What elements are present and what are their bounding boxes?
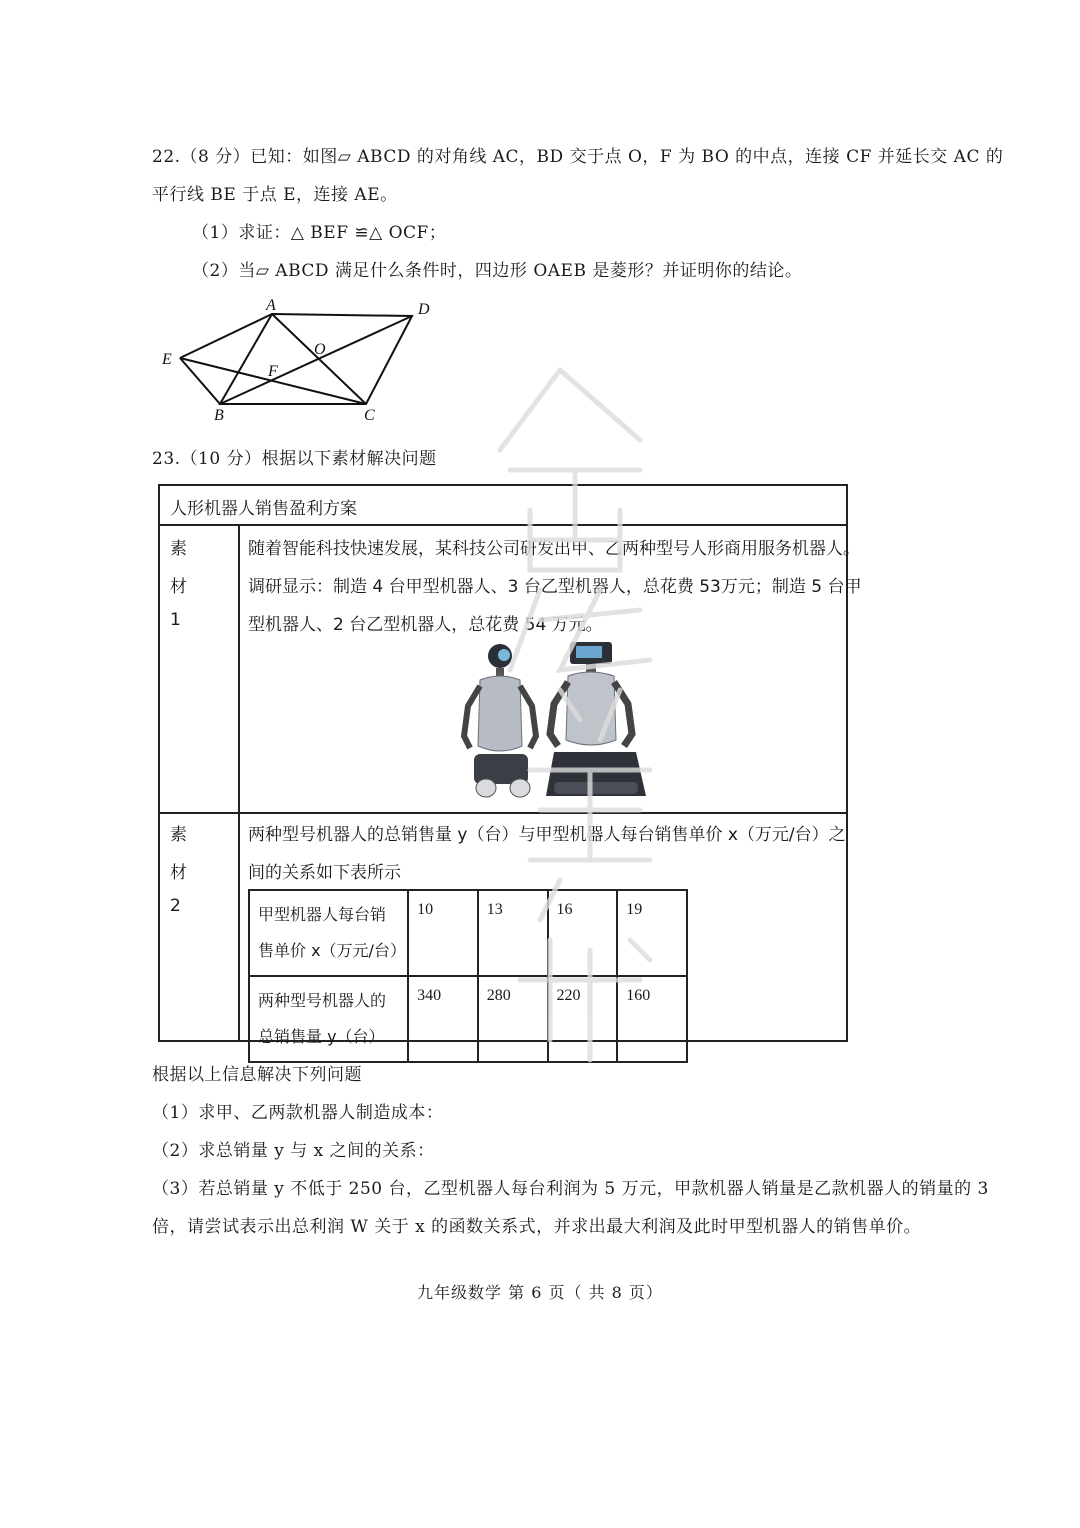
- price-volume-table: [248, 889, 688, 1063]
- material-1-row: [160, 526, 862, 814]
- material-2-row: [160, 814, 846, 1046]
- point-c-label: C: [364, 407, 375, 424]
- point-b-label: B: [214, 407, 224, 424]
- robot-right: [546, 642, 646, 796]
- q23-title: 23.（10 分）根据以下素材解决问题: [152, 449, 437, 469]
- q23-sub-3a: （3）若总销量 y 不低于 250 台，乙型机器人每台利润为 5 万元，甲款机器人销量是乙款机器人的销量的 3: [152, 1179, 989, 1199]
- material-1-label: 素 材 1: [160, 526, 240, 812]
- volume-row-header: 两种型号机器人的 总销售量 y（台）: [249, 976, 408, 1062]
- price-cell: 10: [408, 890, 478, 976]
- volume-cell: 280: [478, 976, 548, 1062]
- q22-line-2: 平行线 BE 于点 E，连接 AE。: [152, 185, 398, 205]
- point-d-label: D: [418, 301, 430, 318]
- material-1-line-3: 型机器人、2 台乙型机器人，总花费 54 万元。: [248, 615, 603, 635]
- price-row-header: 甲型机器人每台销 售单价 x（万元/台）: [249, 890, 408, 976]
- volume-cell: 160: [617, 976, 687, 1062]
- material-2-line-2: 间的关系如下表所示: [248, 863, 401, 883]
- q23-sub-1: （1）求甲、乙两款机器人制造成本：: [152, 1103, 444, 1123]
- q23-sub-2: （2）求总销量 y 与 x 之间的关系：: [152, 1141, 435, 1161]
- point-a-label: A: [266, 297, 276, 314]
- volume-cell: 340: [408, 976, 478, 1062]
- price-cell: 13: [478, 890, 548, 976]
- price-cell: 19: [617, 890, 687, 976]
- segment-eb: [180, 358, 220, 404]
- material-2-label: 素 材 2: [160, 814, 240, 1040]
- q23-after: 根据以上信息解决下列问题: [152, 1065, 362, 1085]
- robots-image: [450, 636, 650, 811]
- point-o-label: O: [314, 341, 326, 358]
- material-table: [158, 484, 862, 1046]
- volume-row: [249, 976, 687, 1062]
- q22-line-1: 22.（8 分）已知：如图▱ ABCD 的对角线 AC，BD 交于点 O，F 为 BO 的中点，连接 CF 并延长交 AC 的: [152, 147, 1004, 167]
- q22-part-2: （2）当▱ ABCD 满足什么条件时，四边形 OAEB 是菱形？并证明你的结论。: [192, 261, 803, 281]
- q23-sub-3b: 倍，请尝试表示出总利润 W 关于 x 的函数关系式，并求出最大利润及此时甲型机器人的销售单价。: [152, 1217, 922, 1237]
- material-table-title: 人形机器人销售盈利方案: [160, 486, 846, 526]
- q22-part-1: （1）求证：△ BEF ≌△ OCF；: [192, 223, 447, 243]
- parallelogram-figure: [160, 296, 440, 426]
- price-cell: 16: [548, 890, 618, 976]
- point-f-label: F: [268, 363, 278, 380]
- material-1-line-1: 随着智能科技快速发展，某科技公司研发出甲、乙两种型号人形商用服务机器人。: [248, 539, 860, 559]
- material-1-line-2: 调研显示：制造 4 台甲型机器人、3 台乙型机器人，总花费 53万元；制造 5 台甲: [248, 577, 862, 597]
- point-e-label: E: [162, 351, 172, 368]
- volume-cell: 220: [548, 976, 618, 1062]
- page-footer: 九年级数学 第 6 页（ 共 8 页）: [417, 1283, 663, 1302]
- price-row: [249, 890, 687, 976]
- material-2-line-1: 两种型号机器人的总销售量 y（台）与甲型机器人每台销售单价 x（万元/台）之: [248, 825, 846, 845]
- robot-left: [464, 644, 536, 797]
